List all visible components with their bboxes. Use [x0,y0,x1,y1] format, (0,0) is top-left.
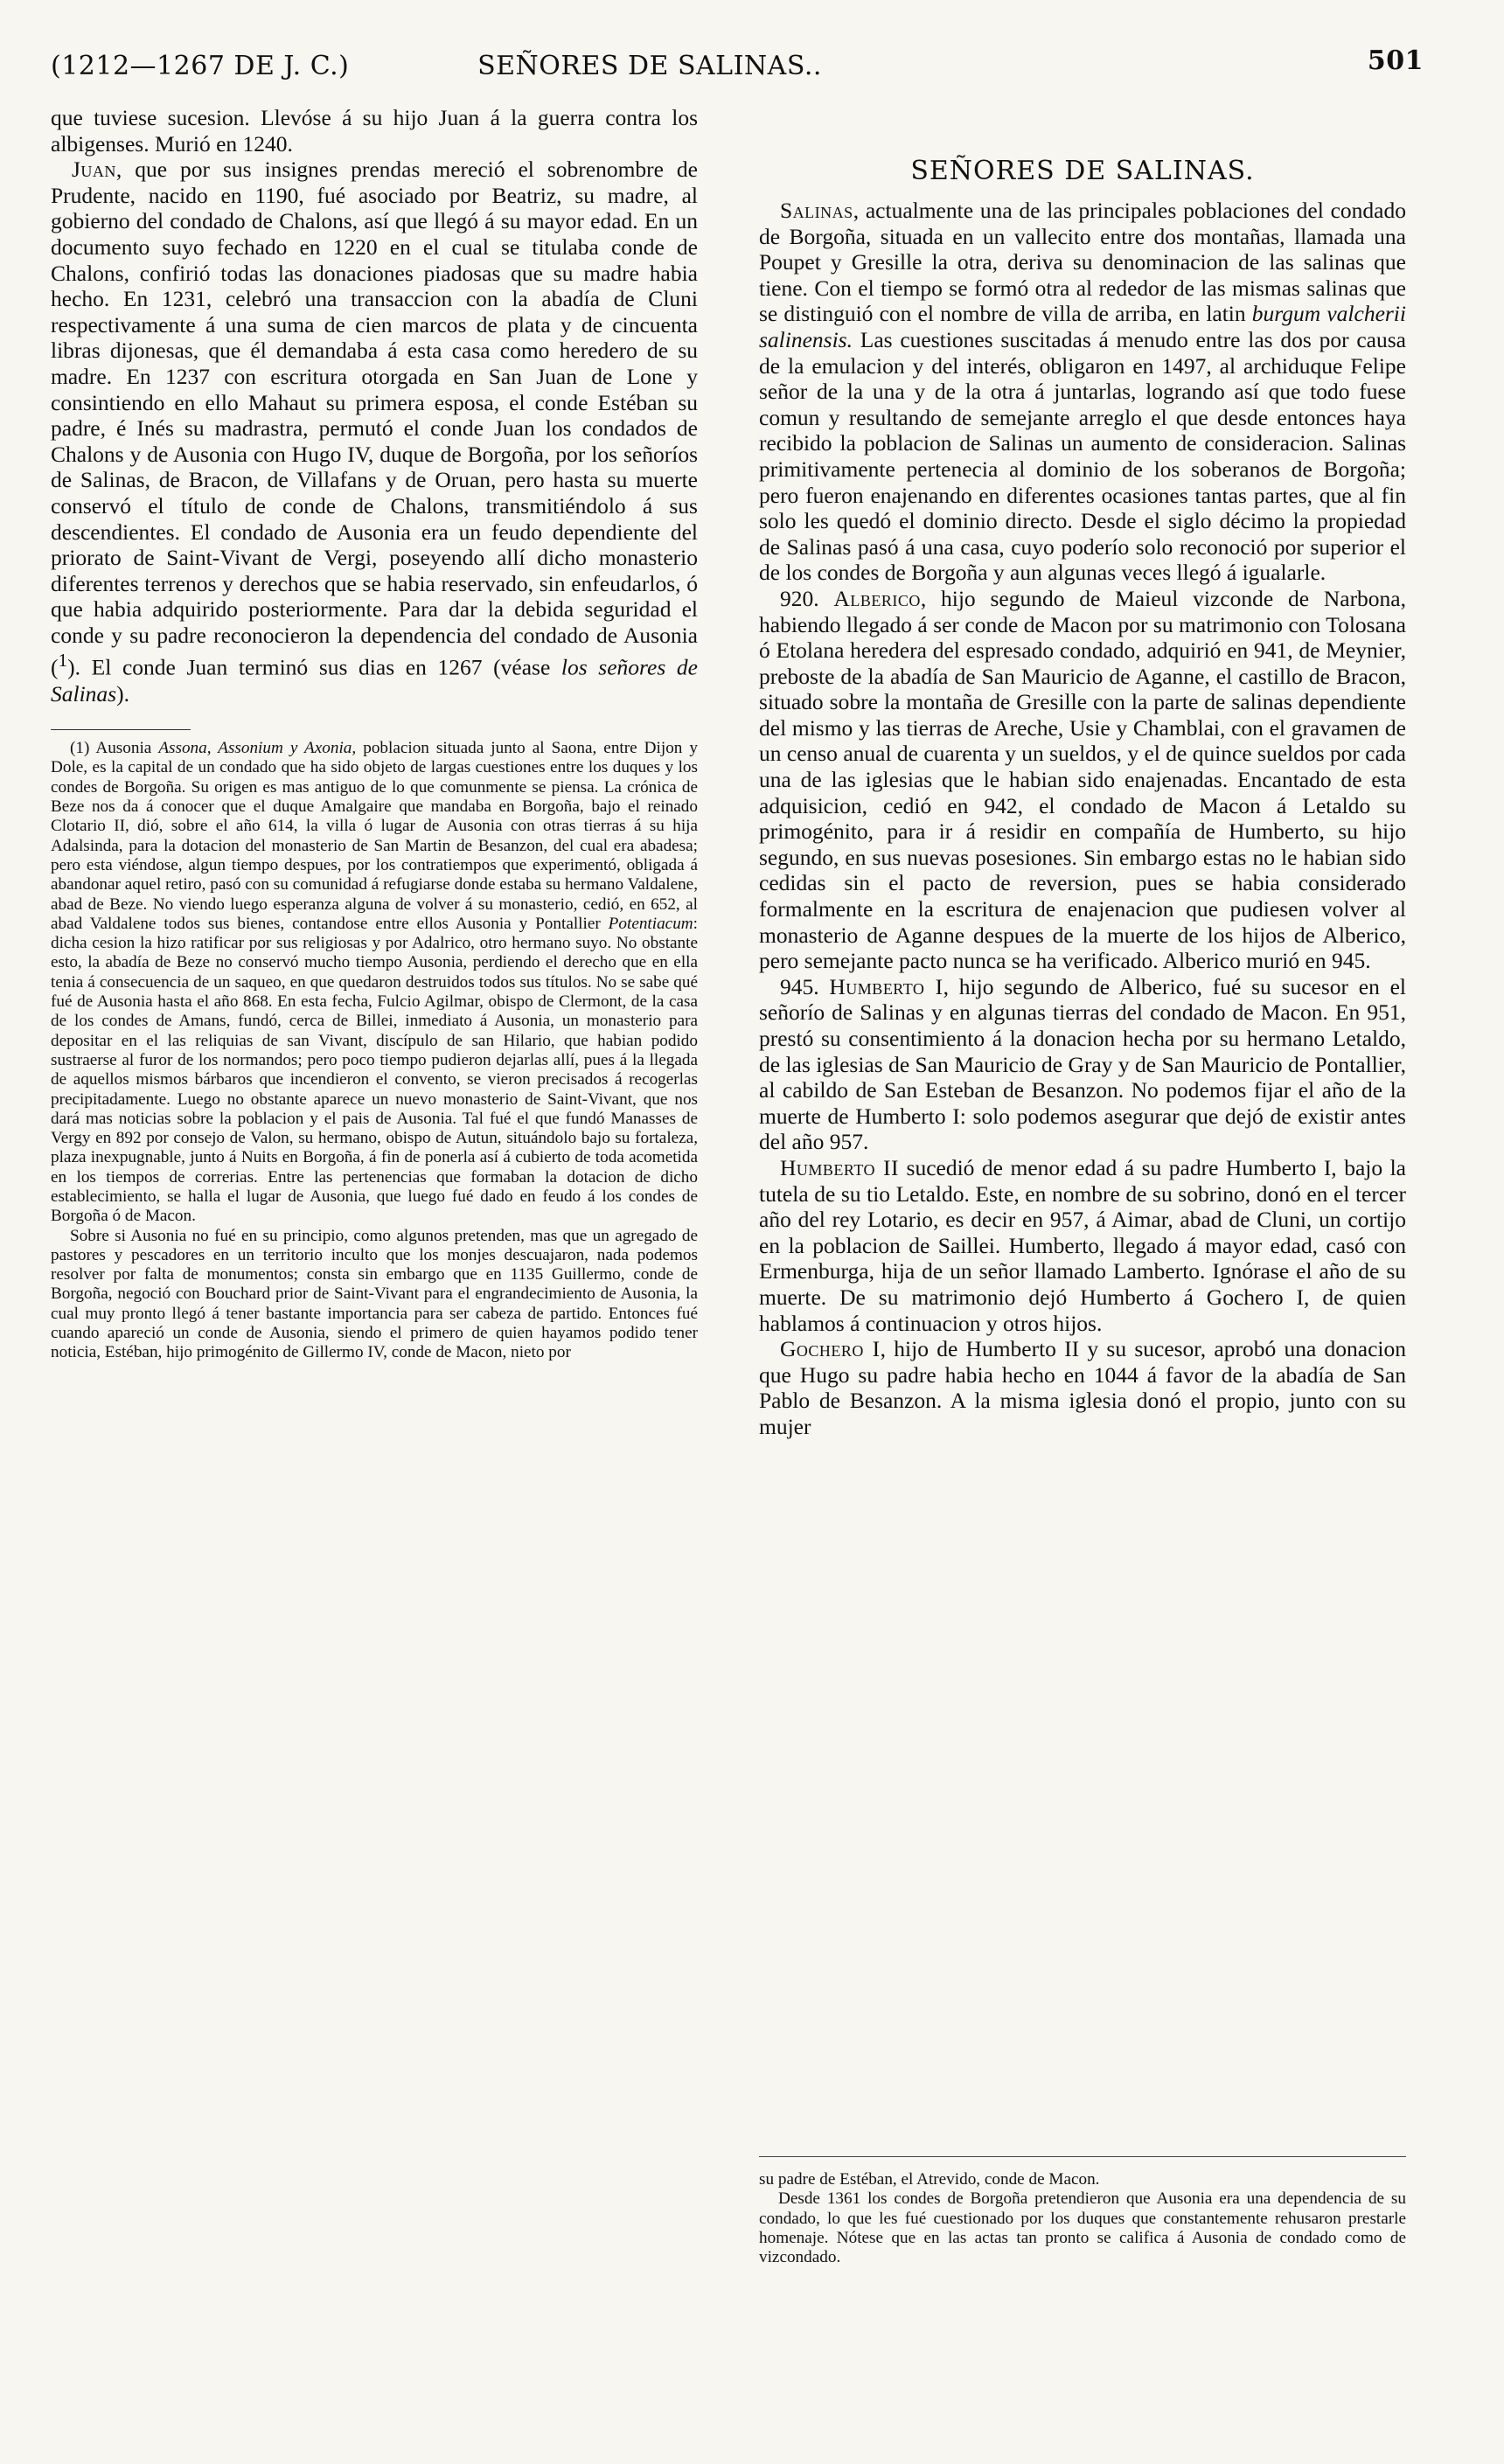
entry-name-juan: Juan [72,157,116,183]
paragraph-humberto-i-body: , hijo segundo de Alberico, fué su sucesor en el señorío de Salinas y en algunas tierras del condado de Macon. En 951, prestó su consentimiento á la donacion hecha por su hermano Letaldo, de las iglesias de San Mauricio de Gray y de San Mauricio de Pontallier, al cabildo de San Esteban de Besanzon. No podemos fijar el año de la muerte de Humberto I: solo podemos asegurar que dejó de existir antes del año 957. [759,973,1407,1155]
paragraph-alberico-body: , hijo segundo de Maieul vizconde de Narbona, habiendo llegado á ser conde de Macon por su matrimonio con Tolosana ó Etolana heredera del espresado condado, adquirió en 941, de Meynier, preboste de la abadía de San Mauricio de Aganne, el castillo de Bracon, situado sobre la montaña de Gresille con la parte de salinas dependiente del mismo y las tierras de Areche, Usie y Chamblai, con el gravamen de un censo anual de cuarenta y un sueldos, y el de quince sueldos por cada una de las iglesias que le habian sido enajenadas. Encantado de esta adquisicion, cedió en 942, el condado de Macon á Letaldo su primogénito, para ir á residir en compañía de Humberto, su hijo segundo, en sus nuevas posesiones. Sin embargo estas no le habian sido cedidas sin el pacto de reversion, pues se habia considerado formalmente en la escritura de enajenacion que pudiesen volver al monasterio de Aganne despues de la muerte de los hijos de Alberico, pero semejante pacto nunca se ha verificado. Alberico murió en 945. [759,585,1407,974]
paragraph-alberico [759,586,1406,974]
paragraph-juan-tail: ). El conde Juan terminó sus dias en 1267 (véase [67,654,561,680]
paragraph-gochero-i [759,1336,1406,1439]
paragraph-humberto-i [759,974,1406,1155]
latin-phrase: burgum valcherii salinensis. [759,301,1406,352]
footnote-body-2: : dicha cesion la hizo ratificar por sus religiosas y por Adalrico, otro hermano suyo. No obstante esto, la abadía de Beze no conservó mucho tiempo Ausonia, perdiendo el derecho que en ella tenia á consecuencia de un saqueo, en que quedaron destruidos todos sus títulos. No se sabe qué fué de Ausonia hasta el año 868. En esta fecha, Fulcio Agilmar, obispo de Clermont, de la casa de los condes de Amans, fundó, cerca de Billei, inmediato á Ausonia, un monasterio para depositar en el las reliquias de san Vivant, discípulo de san Hilario, que habian podido sustraerse al furor de los normandos; pero poco tiempo pudieron dejarlas allí, pues á la llegada de aquellos mismos bárbaros que incendieron el convento, se vieron precisados á recogerlas precipitadamente. Luego no obstante aparece un nuevo monasterio de Saint-Vivant, que nos dará mas noticias sobre la poblacion y el pais de Ausonia. Tal fué el que fundó Manasses de Vergy en 892 por consejo de Valon, su hermano, obispo de Autun, situándolo bajo su fortaleza, plaza inexpugnable, junto á Nuits en Borgoña, á fin de ponerla así á cubierto de toda acometida en los tiempos de correrias. Entre las pertenencias que formaban la dotacion de dicho establecimiento, se halla el lugar de Ausonia, que luego fué dado en feudo á los condes de Borgoña ó de Macon. [51,914,698,1226]
paragraph-salinas-body: , actualmente una de las principales poblaciones del condado de Borgoña, situada en un vallecito entre dos montañas, llamada una Poupet y Gresille la otra, deriva su denominacion de las salinas que tiene. Con el tiempo se formó otra al rededor de las mismas salinas que se distinguió con el nombre de villa de arriba, en latin [759,198,1406,327]
footnote-ref[interactable]: 1 [58,650,68,672]
paragraph-gochero-i-body: , hijo de Humberto II y su sucesor, aprobó una donacion que Hugo su padre habia hecho en 1044 á favor de la abadía de San Pablo de Besanzon. A la misma iglesia donó el propio, junto con su mujer [759,1336,1406,1439]
running-head-dates: (1212—1267 DE J. C.) [51,51,350,81]
footnote-body: poblacion situada junto al Saona, entre Dijon y Dole, es la capital de un condado que ha sido objeto de largas cuestiones entre los duques y los condes de Borgoña. Su origen es mas antiguo de lo que comunmente se piensa. La crónica de Beze nos da á conocer que el duque Amalgaire que mandaba en Borgoña, bajo el reinado Clotario II, dió, sobre el año 614, la villa ó lugar de Ausonia con otras tierras á su hija Adalsinda, para la dotacion del monasterio de San Martin de Besanzon, del cual era abadesa; pero esta viéndose, algun tiempo despues, por los contratiempos que experimentó, obligada á abandonar aquel retiro, pasó con su comunidad á refugiarse donde estaba su hermano Valdalene, abad de Beze. No viendo luego esperanza alguna de volver á su monasterio, cedió, en 652, al abad Valdalene todos sus bienes, contandose entre ellos Ausonia y Pontallier [51,739,698,933]
section-title: SEÑORES DE SALINAS. [910,156,1255,186]
paragraph-juan-end: ). [116,680,129,706]
paragraph-salinas [759,198,1406,586]
footnote-latin-names: Assona, Assonium y Axonia, [158,739,357,758]
running-head-title: SEÑORES DE SALINAS.. [477,51,822,81]
right-column [759,105,1407,2267]
right-footnotes [759,2170,1406,2267]
page [51,45,1424,2429]
paragraph-salinas-tail: Las cuestiones suscitadas á menudo entre las dos por causa de la emulacion y del interés, obligaron en 1497, al archiduque Felipe señor de la una y de la otra á juntarlas, logrando así que todo fuese comun y resultando de semejante arreglo el que desde entonces haya recibido la poblacion de Salinas un aumento de consideracion. Salinas primitivamente pertenecia al dominio de los soberanos de Borgoña; pero fueron enajenando en diferentes ocasiones tantas partes, que al fin solo les quedó el dominio directo. Desde el siglo décimo la propiedad de Salinas pasó á una casa, cuyo poderío solo reconoció por superior el de los condes de Borgoña y aun algunas veces llegó á igualarle. [759,326,1406,586]
year-number-920: 920. [780,585,834,611]
left-footnotes [51,739,698,1363]
paragraph-continuation: que tuviese sucesion. Llevóse á su hijo Juan á la guerra contra los albigenses. Murió en 1240. [51,105,698,157]
left-column [51,105,698,1363]
entry-name-humberto-ii: Humberto II [780,1154,900,1180]
paragraph-humberto-ii [759,1155,1406,1336]
paragraph-humberto-ii-body: sucedió de menor edad á su padre Humberto I, bajo la tutela de su tio Letaldo. Este, en nombre de su sobrino, donó en el tercer año del rey Lotario, es decir en 957, á Aimar, abad de Cluni, un cortijo en la poblacion de Saillei. Humberto, llegado á mayor edad, casó con Ermenburga, hija de un señor llamado Lamberto. Ignórase el año de su muerte. De su matrimonio dejó Humberto á Gochero I, de quien hablamos á continuacion y otros hijos. [759,1154,1407,1336]
footnote-rule-right [759,2156,1406,2157]
running-head [51,45,1424,86]
paragraph-juan-body: , que por sus insignes prendas mereció el sobrenombre de Prudente, nacido en 1190, fué asociado por Beatriz, su madre, al gobierno del condado de Chalons, así que llegó á su mayor edad. En un documento suyo fechado en 1220 en el cual se titulaba conde de Chalons, confirió todas las donaciones piadosas que su madre habia hecho. En 1231, celebró una transaccion con la abadía de Cluni respectivamente á una suma de cien marcos de plata y de cincuenta libras dijonesas, que él demandaba á esta casa como heredero de su madre. En 1237 con escritura otorgada en San Juan de Lone y consintiendo en ello Mahaut su primera esposa, el conde Estéban su padre, é Inés su madrastra, permutó el conde Juan los condados de Chalons y de Ausonia con Hugo IV, duque de Borgoña, por los señoríos de Salinas, de Bracon, de Villafans y de Oruan, pero hasta su muerte conservó el título de conde de Chalons, transmitiéndolo á sus descendientes. El condado de Ausonia era un feudo dependiente del priorato de Saint-Vivant de Vergi, poseyendo allí dicho monasterio diferentes terrenos y derechos que se habia reservado, sin enfeudarlos, ó que habia adquirido posteriormente. Para dar la debida seguridad el conde y su padre reconocieron la dependencia del condado de Ausonia ( [51,157,698,680]
footnote-ausonia [51,739,698,1226]
footnote-ausonia-2: Sobre si Ausonia no fué en su principio, como algunos pretenden, mas que un agregado de pastores y pescadores en un territorio inculto que los monjes descuajaron, nada podemos resolver por falta de monumentos; consta sin embargo que en 1135 Guillermo, conde de Borgoña, negoció con Bouchard prior de Saint-Vivant para el engrandecimiento de Ausonia, la cual muy pronto llegó á tener bastante importancia para ser cabeza de partido. Entonces fué cuando apareció un conde de Ausonia, siendo el primero de quien hayamos podido tener noticia, Estéban, hijo primogénito de Gillermo IV, conde de Macon, nieto por [51,1226,698,1362]
entry-name-humberto-i: Humberto I [829,973,943,999]
year-number-945: 945. [780,973,830,999]
entry-name-salinas: Salinas [780,198,853,223]
footnote-latin-potentiacum: Potentiacum [608,914,693,933]
entry-name-gochero-i: Gochero I [780,1336,881,1362]
paragraph-juan [51,157,698,706]
footnote-continuation: su padre de Estéban, el Atrevido, conde de Macon. [759,2170,1100,2189]
entry-name-alberico: Alberico [833,585,921,611]
cross-reference-link[interactable]: los señores de Salinas [51,654,698,706]
footnote-rule [51,729,191,730]
page-number: 501 [1367,45,1424,76]
footnote-ausonia-dependency: Desde 1361 los condes de Borgoña pretendieron que Ausonia era una dependencia de su condado, lo que les fué cuestionado por los duques que constantemente rehusaron prestarle homenaje. Nótese que en las actas tan pronto se califica á Ausonia de condado como de vizcondado. [759,2189,1406,2267]
right-body [759,198,1406,1440]
footnote-label: (1) Ausonia [70,739,159,758]
left-body [51,105,698,706]
